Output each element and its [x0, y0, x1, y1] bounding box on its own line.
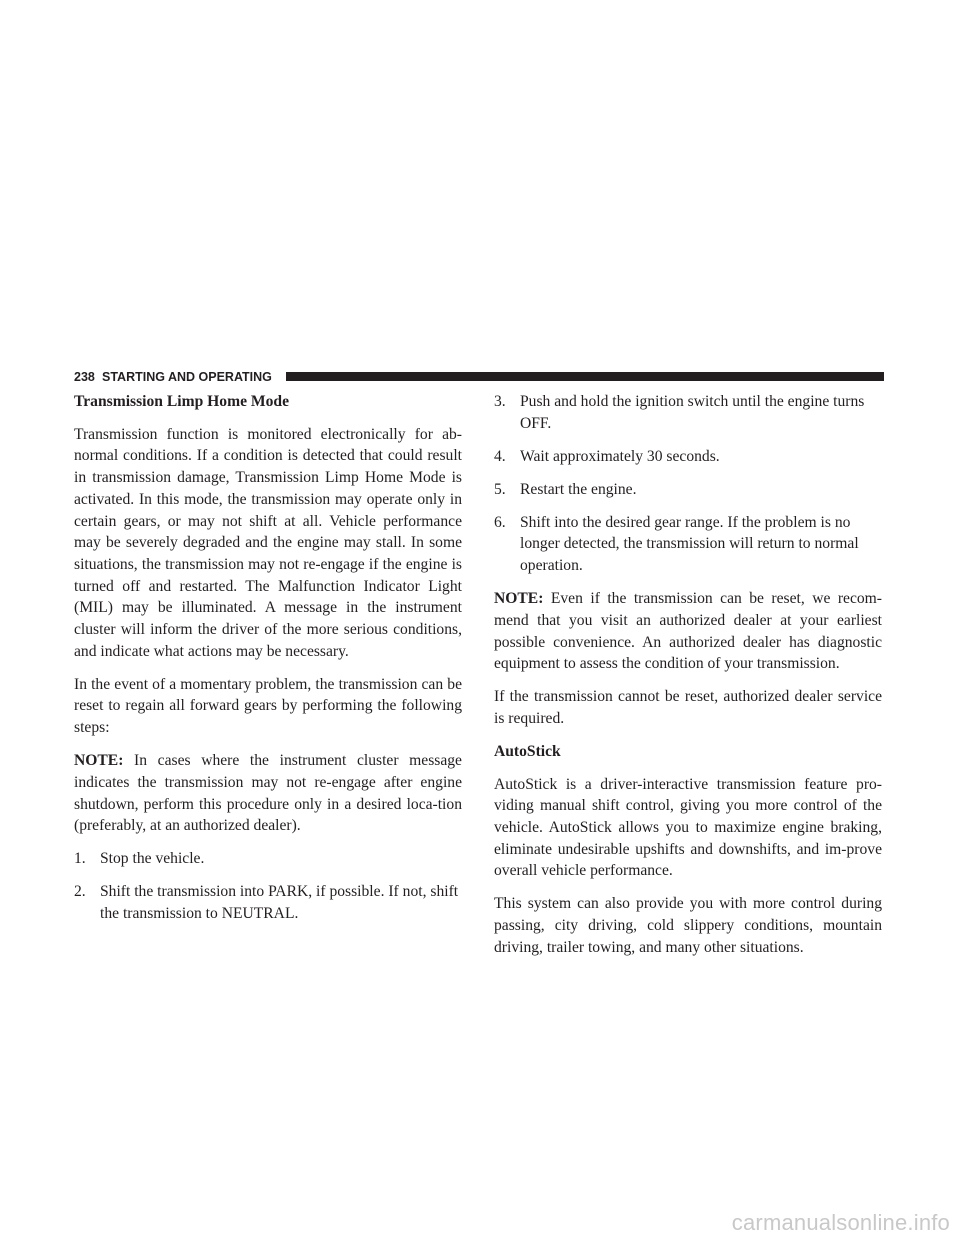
step-text: Push and hold the ignition switch until the engine turns OFF.: [520, 393, 865, 432]
paragraph-momentary-problem: In the event of a momentary problem, the transmission can be reset to regain all forward gears by performing the following steps:: [74, 675, 462, 737]
step-number: 1.: [74, 850, 86, 868]
step-text: Wait approximately 30 seconds.: [520, 447, 720, 465]
watermark: carmanualsonline.info: [731, 1210, 950, 1235]
step-text: Stop the vehicle.: [100, 850, 205, 868]
note-instrument-cluster: [74, 750, 462, 837]
right-column: [494, 391, 882, 970]
note-label: NOTE:: [74, 752, 124, 770]
step-text: Restart the engine.: [520, 480, 637, 498]
paragraph-limp-home-description: Transmission function is monitored electronically for ab-normal conditions. If a condition is detected that could result in transmission damage, Transmission Limp Home Mode is activated. In this mode, the transmission may operate only in certain gears, or may not shift at all. Vehicle performance may be severely degraded and the engine may stall. In some situations, the transmission may not re-engage if the engine is turned off and restarted. The Malfunction Indicator Light (MIL) may be illuminated. A message in the instrument cluster will inform the driver of the more serious conditions, and indicate what actions may be necessary.: [74, 425, 462, 660]
step-text: Shift into the desired gear range. If the problem is no longer detected, the transmission will return to normal operation.: [520, 513, 859, 575]
note-text: In cases where the instrument cluster message indicates the transmission may not re-engage after engine shutdown, perform this procedure only in a desired loca-tion (preferably, at an authorized dealer).: [74, 752, 462, 835]
step-2: [74, 881, 462, 924]
paragraph-cannot-reset: If the transmission cannot be reset, authorized dealer service is required.: [494, 688, 882, 727]
note-text: Even if the transmission can be reset, we recom-mend that you visit an authorized dealer at your earliest possible convenience. An authorized dealer has diagnostic equipment to assess the condition of your transmission.: [494, 590, 883, 673]
header-rule: [286, 372, 884, 381]
step-text: Shift the transmission into PARK, if possible. If not, shift the transmission to NEUTRAL.: [100, 883, 459, 922]
step-6: [494, 512, 882, 577]
step-number: 2.: [74, 883, 86, 901]
note-authorized-dealer: [494, 588, 882, 675]
note-label: NOTE:: [494, 590, 544, 608]
step-number: 6.: [494, 513, 506, 531]
step-3: [494, 391, 882, 434]
step-number: 5.: [494, 480, 506, 498]
section-title: STARTING AND OPERATING: [102, 370, 272, 384]
step-5: [494, 479, 882, 501]
step-4: [494, 446, 882, 468]
paragraph-autostick-control: This system can also provide you with more control during passing, city driving, cold slippery conditions, mountain driving, trailer towing, and many other situations.: [494, 895, 882, 956]
paragraph-autostick-feature: AutoStick is a driver-interactive transmission feature pro-viding manual shift control, giving you more control of the vehicle. AutoStick allows you to maximize engine braking, eliminate undesirable upshifts and downshifts, and im-prove overall vehicle performance.: [494, 775, 882, 880]
step-number: 4.: [494, 447, 506, 465]
page-header: [74, 369, 884, 385]
heading-limp-home-mode: Transmission Limp Home Mode: [74, 393, 289, 410]
left-column: [74, 391, 462, 936]
heading-autostick: AutoStick: [494, 742, 561, 760]
step-1: [74, 848, 462, 870]
page-number: 238: [74, 370, 95, 384]
step-number: 3.: [494, 393, 506, 410]
